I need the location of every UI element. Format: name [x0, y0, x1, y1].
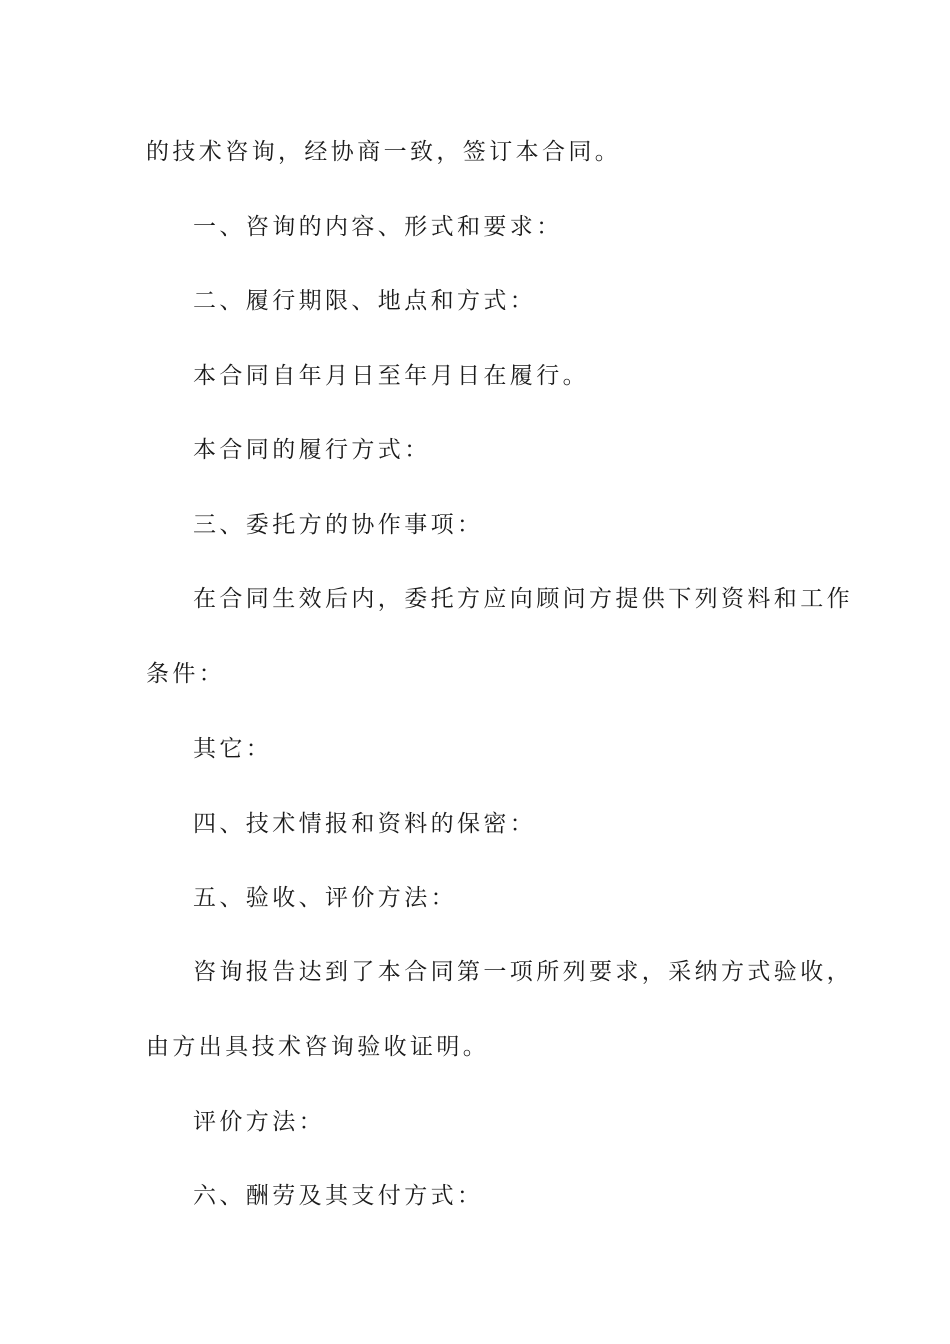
section-heading: 三、委托方的协作事项： [193, 512, 484, 538]
text-line: 本合同自年月日至年月日在履行。 [193, 363, 589, 389]
text-line: 条件： [146, 661, 226, 687]
text-line: 其它： [193, 736, 273, 762]
section-heading: 四、技术情报和资料的保密： [193, 811, 537, 837]
text-line: 由方出具技术咨询验收证明。 [146, 1034, 490, 1060]
text-line: 在合同生效后内，委托方应向顾问方提供下列资料和工作 [193, 586, 853, 612]
section-heading: 二、履行期限、地点和方式： [193, 288, 537, 314]
text-line: 咨询报告达到了本合同第一项所列要求，采纳方式验收， [193, 959, 853, 985]
text-line: 评价方法： [193, 1109, 325, 1135]
text-line: 本合同的履行方式： [193, 437, 431, 463]
section-heading: 五、验收、评价方法： [193, 885, 457, 911]
section-heading: 一、咨询的内容、形式和要求： [193, 214, 563, 240]
section-heading: 六、酬劳及其支付方式： [193, 1183, 484, 1209]
text-line: 的技术咨询，经协商一致，签订本合同。 [146, 139, 622, 165]
